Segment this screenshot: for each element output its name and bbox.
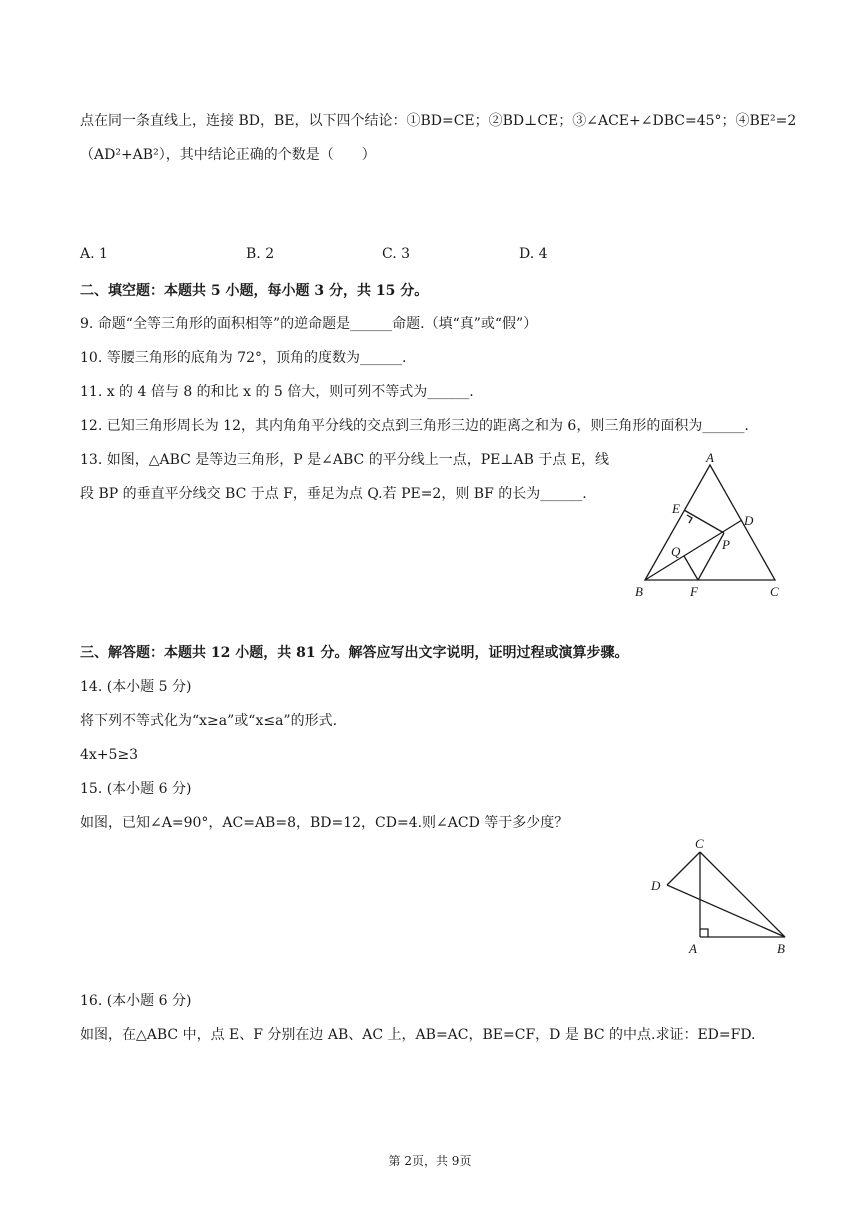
- label-p: P: [722, 537, 730, 552]
- section2-heading: 二、填空题：本题共 5 小题，每小题 3 分，共 15 分。: [80, 283, 429, 299]
- page-footer: 第 2页，共 9页: [388, 1154, 472, 1168]
- right-angle-mark-a: [700, 929, 708, 937]
- label-e: E: [672, 501, 680, 516]
- q13-text-line2: 段 BP 的垂直平分线交 BC 于点 F，垂足为点 Q.若 PE=2，则 BF 的长为______.: [80, 486, 587, 502]
- segment-db: [667, 885, 785, 937]
- q10-text: 10. 等腰三角形的底角为 72°，顶角的度数为______.: [80, 350, 407, 366]
- label-d: D: [744, 513, 754, 528]
- q8-text-line1: 点在同一条直线上，连接 BD，BE，以下四个结论：①BD=CE；②BD⊥CE；③∠ACE+∠DBC=45°；④BE²=2: [80, 113, 797, 129]
- q13-text-line1: 13. 如图，△ABC 是等边三角形，P 是∠ABC 的平分线上一点，PE⊥AB 于点 E，线: [80, 452, 610, 468]
- segment-cd: [667, 852, 700, 885]
- label-b: B: [635, 584, 643, 599]
- q14-expression: 4x+5≥3: [80, 747, 139, 763]
- q15-title: 15. (本小题 6 分): [80, 781, 192, 797]
- figure-q15: [645, 834, 800, 959]
- segment-pf: [698, 533, 724, 580]
- q16-title: 16. (本小题 6 分): [80, 993, 192, 1009]
- q15-text: 如图，已知∠A=90°，AC=AB=8，BD=12，CD=4.则∠ACD 等于多少度？: [80, 815, 569, 831]
- label-d: D: [651, 878, 661, 893]
- q8-option-c: C. 3: [382, 246, 411, 262]
- segment-cb: [700, 852, 785, 937]
- segment-fq: [684, 556, 698, 580]
- q14-text: 将下列不等式化为“x≥a”或“x≤a”的形式.: [80, 713, 338, 729]
- q12-text: 12. 已知三角形周长为 12，其内角角平分线的交点到三角形三边的距离之和为 6，则三角形的面积为______.: [80, 418, 749, 434]
- q8-option-a: A. 1: [80, 246, 108, 262]
- q8-options: [80, 246, 600, 266]
- q9-text: 9. 命题“全等三角形的面积相等”的逆命题是______命题.（填“真”或“假”）: [80, 316, 538, 332]
- label-a: A: [689, 941, 697, 956]
- label-q: Q: [671, 544, 681, 559]
- triangle-abc: [645, 465, 775, 580]
- q8-text-line2: （AD²+AB²），其中结论正确的个数是（ ）: [80, 147, 376, 163]
- q8-option-d: D. 4: [519, 246, 548, 262]
- label-c: C: [695, 836, 704, 851]
- q14-title: 14. (本小题 5 分): [80, 679, 192, 695]
- label-f: F: [690, 584, 698, 599]
- label-a: A: [706, 450, 714, 465]
- label-c: C: [770, 584, 779, 599]
- right-angle-mark-e: [687, 515, 692, 523]
- section3-heading: 三、解答题：本题共 12 小题，共 81 分。解答应写出文字说明，证明过程或演算步骤。: [80, 645, 629, 661]
- label-b: B: [777, 941, 785, 956]
- q11-text: 11. x 的 4 倍与 8 的和比 x 的 5 倍大，则可列不等式为______.: [80, 384, 474, 400]
- figure-q13-triangle: [630, 448, 790, 608]
- q16-text: 如图，在△ABC 中，点 E、F 分别在边 AB、AC 上，AB=AC，BE=CF，D 是 BC 的中点.求证：ED=FD.: [80, 1027, 756, 1043]
- q8-option-b: B. 2: [246, 246, 275, 262]
